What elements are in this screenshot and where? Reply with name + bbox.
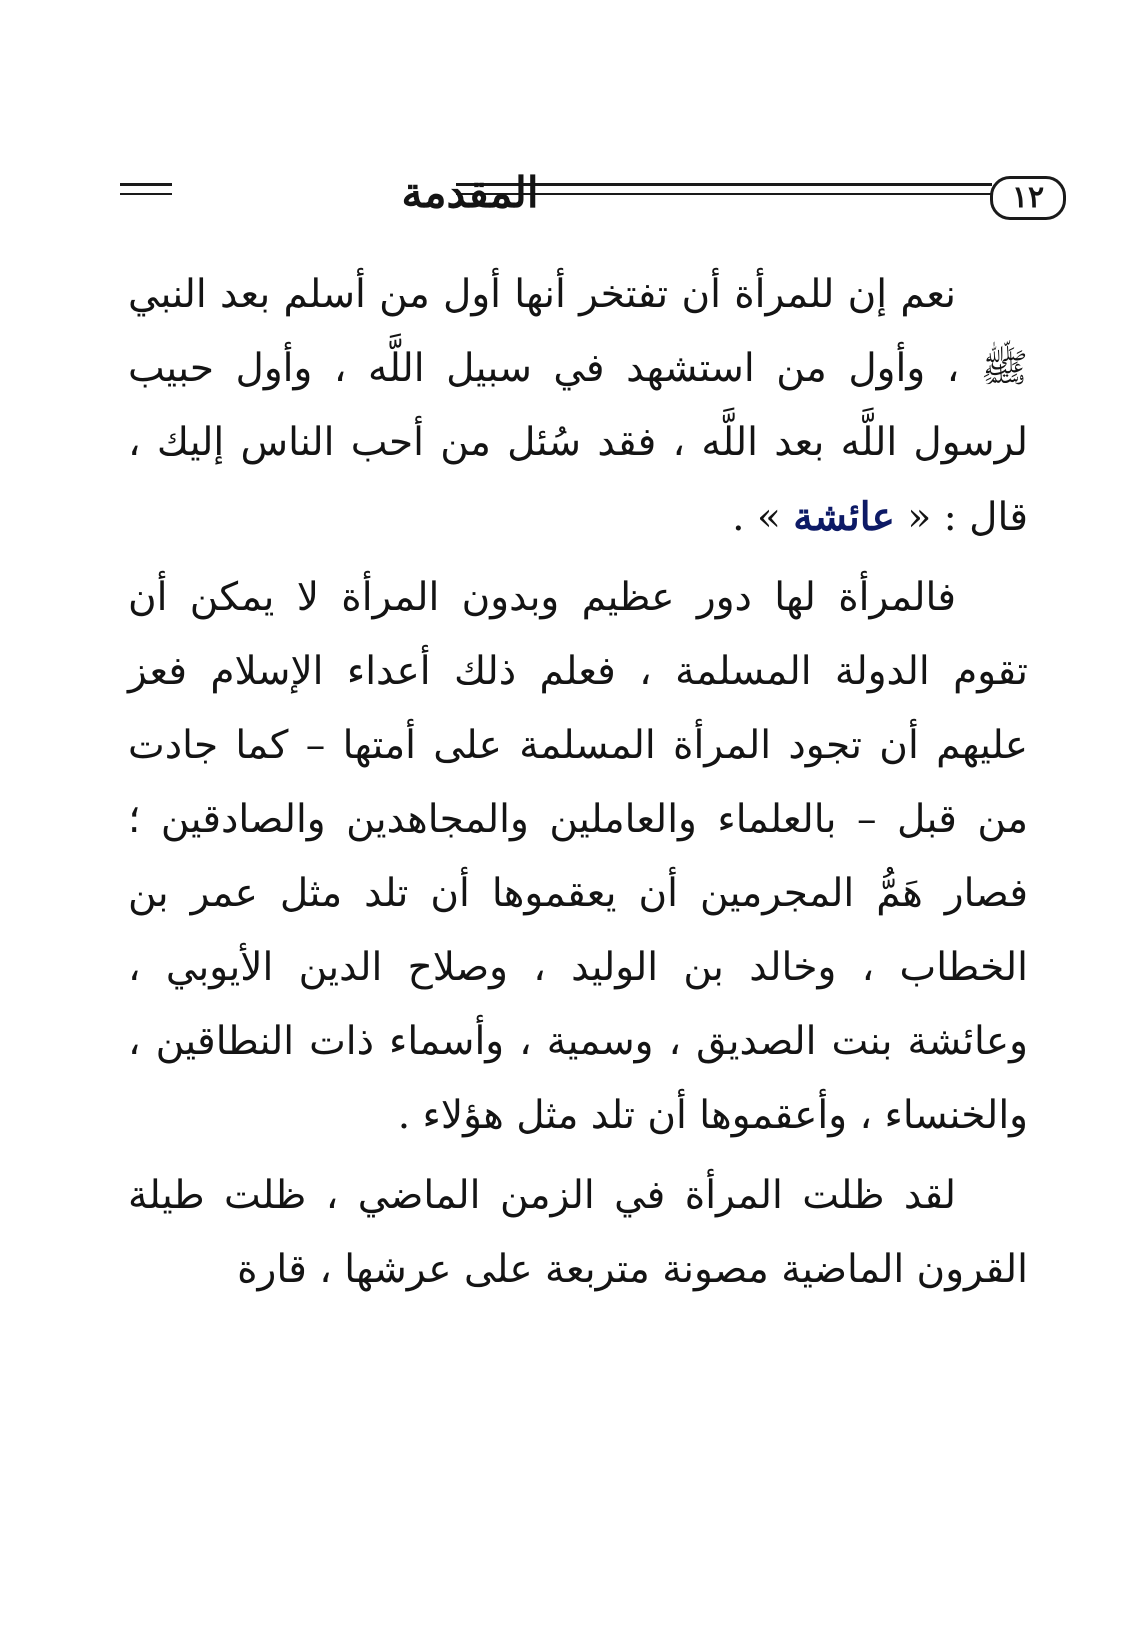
paragraph-1-tail: » . (732, 495, 794, 540)
header-rule-left-bottom (120, 193, 172, 195)
paragraph-3: لقد ظلت المرأة في الزمن الماضي ، ظلت طيلة القرون الماضية مصونة متربعة على عرشها ، قارة (128, 1173, 1028, 1292)
chapter-title: المقدمة (401, 168, 539, 217)
header-rule-left-top (120, 183, 172, 186)
page-number: ١٢ (990, 176, 1066, 220)
paragraph-1 (128, 258, 1028, 555)
emphasized-name: عائشة (793, 494, 895, 540)
paragraph-1-text: نعم إن للمرأة أن تفتخر أنها أول من أسلم بعد النبي ﷺ ، وأول من استشهد في سبيل اللَّه ، وأول حبيب لرسول اللَّه بعد اللَّه ، فقد سُئل من أحب الناس إليك ، قال : « (128, 272, 1028, 540)
body-text (128, 258, 1028, 1313)
paragraph-2: فالمرأة لها دور عظيم وبدون المرأة لا يمكن أن تقوم الدولة المسلمة ، فعلم ذلك أعداء الإسلام فعز عليهم أن تجود المرأة المسلمة على أمتها – كما جادت من قبل – بالعلماء والعاملين والمجاهدين والصادقين ؛ فصار هَمُّ المجرمين أن يعقموها أن تلد مثل عمر بن الخطاب ، وخالد بن الوليد ، وصلاح الدين الأيوبي ، وعائشة بنت الصديق ، وسمية ، وأسماء ذات النطاقين ، والخنساء ، وأعقموها أن تلد مثل هؤلاء . (128, 575, 1028, 1138)
running-header (120, 150, 1045, 230)
